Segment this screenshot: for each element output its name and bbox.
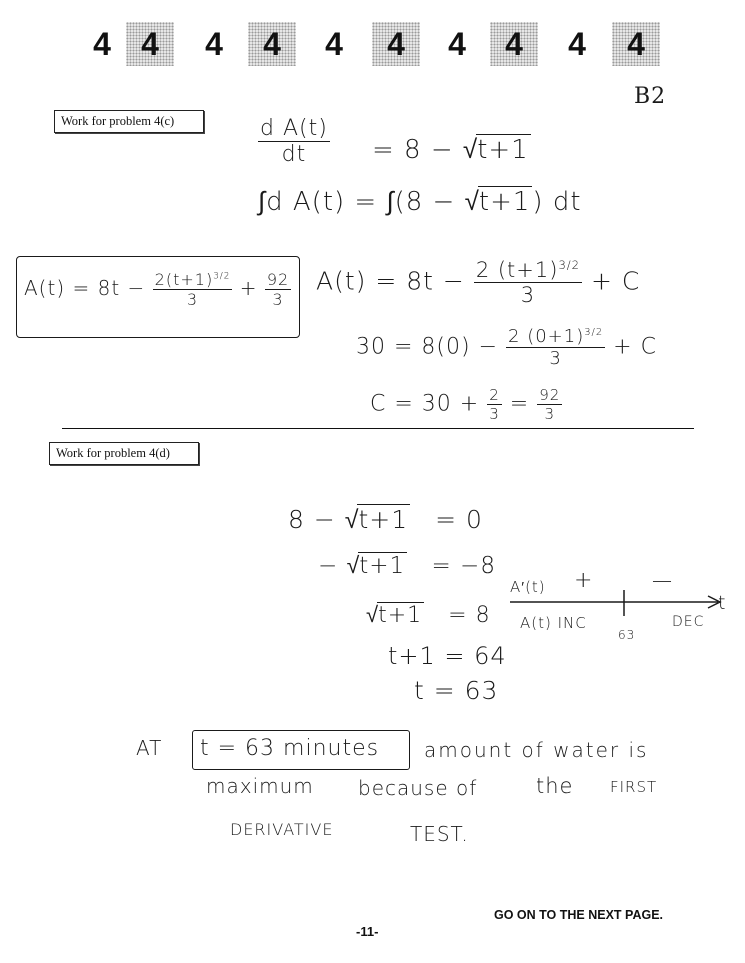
sign-chart-axis-var: t bbox=[718, 592, 727, 614]
conclusion-maximum: maximum bbox=[206, 774, 314, 798]
page-header-numbers bbox=[78, 22, 668, 68]
conclusion-derivative: DERIVATIVE bbox=[230, 820, 334, 839]
c-line1-rhs: = 8 − √t+1 bbox=[372, 135, 529, 165]
header-number: 4 bbox=[126, 22, 174, 66]
section-divider bbox=[62, 428, 694, 429]
conclusion-at: AT bbox=[136, 736, 163, 760]
sign-chart-tick-value: 63 bbox=[618, 628, 636, 642]
label-problem-4d: Work for problem 4(d) bbox=[49, 442, 199, 465]
sign-chart-dec-label: DEC bbox=[672, 614, 705, 630]
conclusion-first: FIRST bbox=[610, 778, 658, 796]
d-line1: 8 − √t+1 = 0 bbox=[288, 505, 483, 534]
footer-next-page: GO ON TO THE NEXT PAGE. bbox=[494, 908, 664, 922]
conclusion-the: the bbox=[536, 774, 574, 798]
d-line5: t = 63 bbox=[414, 676, 499, 705]
header-number: 4 bbox=[490, 22, 538, 66]
header-number: 4 bbox=[448, 26, 466, 62]
header-number: 4 bbox=[93, 26, 111, 62]
conclusion-because-of: because of bbox=[358, 776, 478, 800]
header-number: 4 bbox=[612, 22, 660, 66]
c-line5-constant: C = 30 + $\frac{2}{3}$ = $\frac{92}{3}$ bbox=[370, 386, 561, 423]
d-line4: t+1 = 64 bbox=[388, 642, 507, 670]
grader-mark: B2 bbox=[634, 84, 667, 109]
d-line3: √t+1 = 8 bbox=[366, 603, 491, 628]
conclusion-test: TEST. bbox=[410, 822, 469, 846]
conclusion-line1: amount of water is bbox=[424, 738, 649, 762]
c-line3-general-solution: A(t) = 8t − $\frac{2 (t+1)^{3/2}}{3}$ + C bbox=[316, 258, 641, 307]
footer-page-number: -11- bbox=[356, 924, 379, 939]
sign-chart-plus: + bbox=[574, 568, 594, 593]
c-line4-initial-condition: 30 = 8(0) − $\frac{2 (0+1)^{3/2}}{3}$ + C bbox=[356, 326, 657, 369]
c-line2-integral: ∫d A(t) = ∫(8 − √t+1) dt bbox=[258, 187, 582, 217]
header-number: 4 bbox=[568, 26, 586, 62]
header-number: 4 bbox=[205, 26, 223, 62]
header-number: 4 bbox=[372, 22, 420, 66]
sign-chart-inc-label: A(t) INC bbox=[520, 614, 587, 632]
conclusion-answer: t = 63 minutes bbox=[200, 736, 380, 761]
d-line2: − √t+1 = −8 bbox=[318, 553, 496, 579]
label-problem-4c: Work for problem 4(c) bbox=[54, 110, 204, 133]
header-number: 4 bbox=[325, 26, 343, 62]
sign-chart-minus: — bbox=[652, 568, 673, 592]
sign-chart-derivative-label: A′(t) bbox=[510, 578, 546, 596]
header-number: 4 bbox=[248, 22, 296, 66]
c-answer-formula: A(t) = 8t − $\frac{2(t+1)^{3/2}}{3}$ + $\frac{92}{3}$ bbox=[24, 270, 290, 309]
c-line1-lhs: $\frac{\text{d A(t)}}{dt}$ bbox=[260, 116, 328, 167]
